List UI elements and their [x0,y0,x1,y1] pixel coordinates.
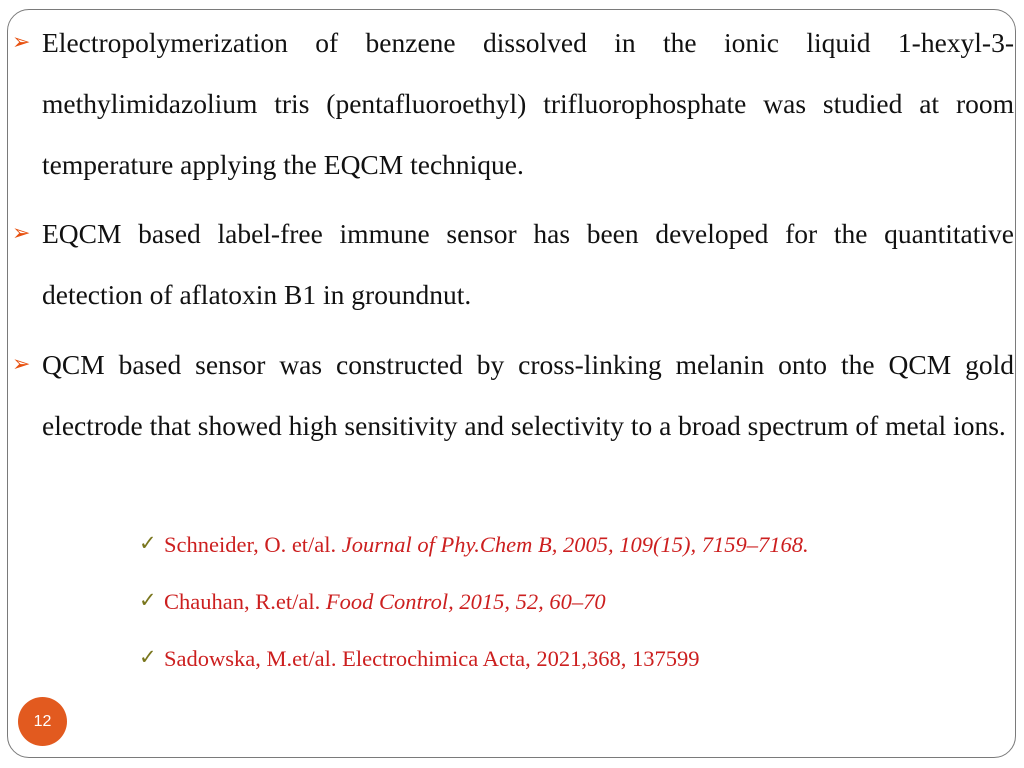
checkmark-icon: ✓ [139,588,157,612]
reference-authors: Chauhan, R.et/al. [164,589,326,614]
page-number-badge: 12 [18,697,67,746]
checkmark-icon: ✓ [139,645,157,669]
arrow-bullet-icon: ➢ [12,30,31,55]
reference-source: Electrochimica Acta, 2021,368, 137599 [342,646,700,671]
reference-item [139,644,809,674]
reference-source: Food Control, 2015, 52, 60–70 [325,589,606,614]
arrow-bullet-icon: ➢ [12,352,31,377]
reference-authors: Sadowska, M.et/al. [164,646,343,671]
arrow-bullet-icon: ➢ [12,221,31,246]
reference-source: Journal of Phy.Chem B, 2005, 109(15), 7159–7168. [341,532,809,557]
bullet-item [12,203,1014,325]
reference-item [139,530,809,560]
bullet-text: EQCM based label-free immune sensor has been developed for the quantitative detection of aflatoxin B1 in groundnut. [42,218,1014,310]
bullet-item [12,334,1014,456]
bullet-text: Electropolymerization of benzene dissolved in the ionic liquid 1-hexyl-3-methylimidazolium tris (pentafluoroethyl) trifluorophosphate was studied at room temperature applying the EQCM technique. [42,27,1014,180]
reference-authors: Schneider, O. et/al. [164,532,342,557]
reference-list [139,530,809,674]
bullet-item [12,12,1014,195]
checkmark-icon: ✓ [139,531,157,555]
reference-item [139,587,809,617]
bullet-text: QCM based sensor was constructed by cross-linking melanin onto the QCM gold electrode that showed high sensitivity and selectivity to a broad spectrum of metal ions. [42,349,1014,441]
bullet-list [12,12,1014,456]
